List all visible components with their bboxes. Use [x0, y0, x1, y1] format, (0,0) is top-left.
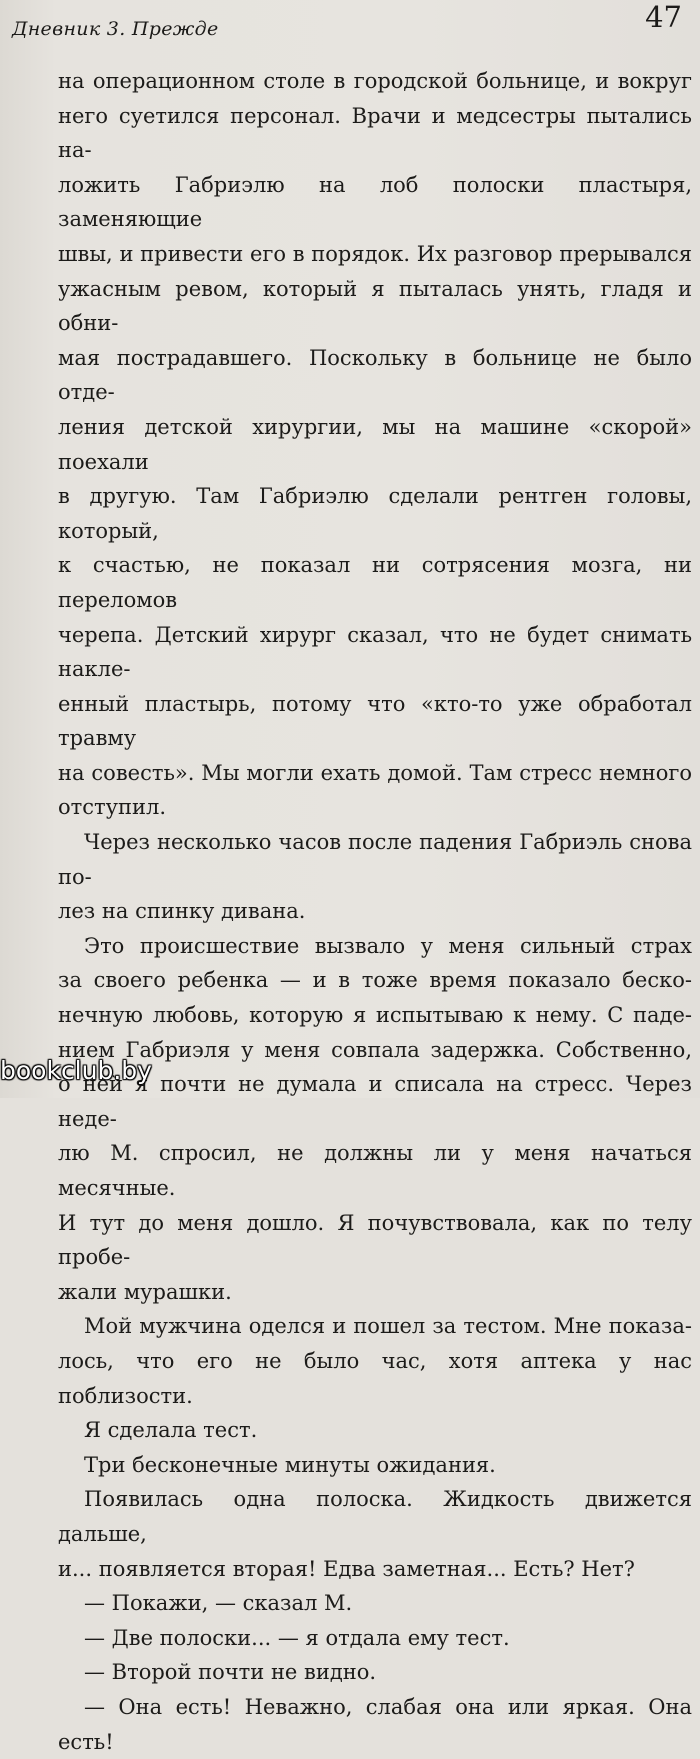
- text-line: за своего ребенка — и в тоже время показало беско-: [58, 968, 692, 993]
- body-text: [58, 64, 692, 1759]
- text-line: нечную любовь, которую я испытываю к нему. С паде-: [58, 1003, 692, 1028]
- text-line: к счастью, не показал ни сотрясения мозга, ни переломов: [58, 553, 692, 612]
- running-head: Дневник 3. Прежде: [12, 18, 219, 40]
- text-line: него суетился персонал. Врачи и медсестры пытались на-: [58, 103, 692, 163]
- text-line: — Две полоски... — я отдала ему тест.: [84, 1625, 510, 1650]
- text-line: на совесть». Мы могли ехать домой. Там стресс немного: [58, 760, 692, 785]
- text-line: Через несколько часов после падения Габриэль снова по-: [58, 830, 692, 889]
- text-line: ложить Габриэлю на лоб полоски пластыря, заменяющие: [58, 172, 692, 232]
- text-line: мая пострадавшего. Поскольку в больнице не было отде-: [58, 345, 692, 405]
- text-line: енный пластырь, потому что «кто-то уже обработал травму: [58, 691, 692, 751]
- text-line: И тут до меня дошло. Я почувствовала, как по телу пробе-: [58, 1210, 692, 1270]
- text-line: в другую. Там Габриэлю сделали рентген головы, который,: [58, 484, 692, 543]
- text-line: на операционном столе в городской больнице, и вокруг: [58, 69, 692, 93]
- text-line: о ней я почти не думала и списала на стресс. Через неде-: [58, 1072, 692, 1131]
- page-number: 47: [645, 0, 682, 34]
- text-line: — Она есть! Неважно, слабая она или яркая. Она есть!: [58, 1694, 692, 1754]
- text-line: лез на спинку дивана.: [58, 899, 306, 924]
- text-line: отступил.: [58, 795, 167, 820]
- text-line: Я сделала тест.: [84, 1418, 258, 1443]
- text-line: Это происшествие вызвало у меня сильный страх: [84, 933, 692, 958]
- text-line: лось, что его не было час, хотя аптека у нас поблизости.: [58, 1348, 692, 1408]
- text-line: Три бесконечные минуты ожидания.: [84, 1452, 496, 1477]
- text-line: ления детской хирургии, мы на машине «скорой» поехали: [58, 414, 692, 474]
- text-line: — Второй почти не видно.: [84, 1660, 377, 1685]
- text-line: лю М. спросил, не должны ли у меня начаться месячные.: [58, 1141, 692, 1200]
- text-line: Мой мужчина оделся и пошел за тестом. Мне показа-: [84, 1314, 692, 1339]
- text-line: нием Габриэля у меня совпала задержка. Собственно,: [58, 1037, 692, 1062]
- text-line: Появилась одна полоска. Жидкость движется дальше,: [58, 1487, 692, 1546]
- watermark-label: bookclub.by: [0, 1056, 152, 1085]
- text-line: — Покажи, — сказал М.: [84, 1591, 353, 1616]
- text-line: ужасным ревом, который я пыталась унять, гладя и обни-: [58, 276, 692, 336]
- text-line: и... появляется вторая! Едва заметная... Есть? Нет?: [58, 1556, 635, 1581]
- text-line: черепа. Детский хирург сказал, что не будет снимать накле-: [58, 622, 692, 682]
- text-line: швы, и привести его в порядок. Их разговор прерывался: [58, 241, 692, 266]
- text-line: жали мурашки.: [58, 1279, 232, 1304]
